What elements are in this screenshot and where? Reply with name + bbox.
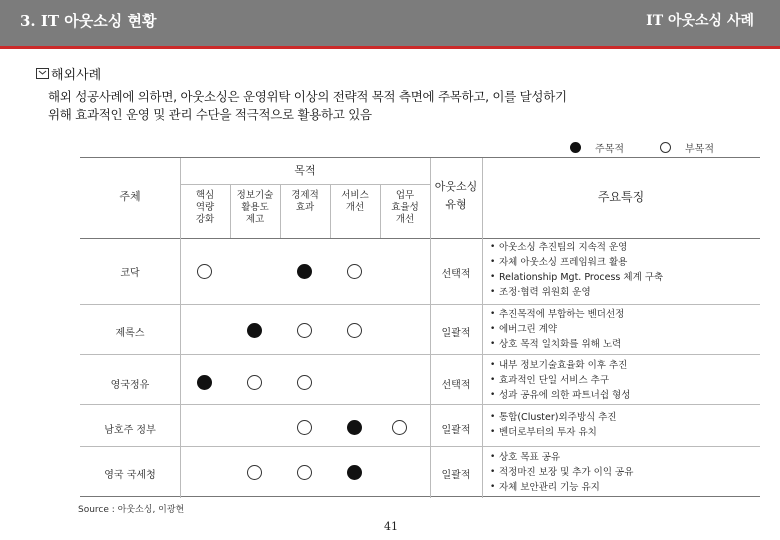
row-divider <box>80 304 760 305</box>
feature-item: • 자체 아웃소싱 프레임워크 활용 <box>490 255 663 270</box>
col-divider <box>280 184 281 238</box>
purpose-col-efficiency: 업무 효율성 개선 <box>391 190 419 225</box>
feature-item: • 효과적인 단일 서비스 추구 <box>490 373 630 388</box>
page-number: 41 <box>384 520 398 533</box>
row-divider <box>80 404 760 405</box>
feature-list <box>490 307 624 352</box>
hollow-circle-icon <box>197 264 212 279</box>
row-divider <box>80 446 760 447</box>
feature-item: • Relationship Mgt. Process 체계 구축 <box>490 270 663 285</box>
slide-section-title: 3. IT 아웃소싱 현황 <box>20 12 157 30</box>
slide-topic-label: IT 아웃소싱 사례 <box>646 13 754 29</box>
purpose-group-divider <box>180 184 430 185</box>
legend-primary-label: 주목적 <box>595 144 625 155</box>
filled-circle-icon <box>247 323 262 338</box>
feature-list <box>490 358 630 403</box>
feature-item: • 아웃소싱 추진팀의 지속적 운영 <box>490 240 663 255</box>
row-subject: 영국 국세청 <box>104 470 156 481</box>
filled-circle-icon <box>197 375 212 390</box>
hollow-circle-icon <box>347 264 362 279</box>
feature-list <box>490 410 617 440</box>
col-divider <box>380 184 381 238</box>
feature-item: • 적정마진 보장 및 추가 이익 공유 <box>490 465 633 480</box>
filled-circle-icon <box>297 264 312 279</box>
hollow-circle-icon <box>247 465 262 480</box>
feature-list <box>490 450 633 495</box>
row-subject: 영국정유 <box>110 380 150 391</box>
intro-paragraph <box>48 88 567 124</box>
row-outsourcing-type: 일괄적 <box>441 328 471 339</box>
hollow-circle-icon <box>347 323 362 338</box>
header-outsourcing-type: 아웃소싱 유형 <box>434 180 478 211</box>
header-subject: 주체 <box>119 190 141 203</box>
purpose-col-economic: 경제적 효과 <box>291 190 319 213</box>
col-divider <box>482 158 483 498</box>
feature-item: • 상호 목적 일치화를 위해 노력 <box>490 337 624 352</box>
legend-secondary-label: 부목적 <box>685 144 714 155</box>
feature-item: • 벤더로부터의 투자 유치 <box>490 425 617 440</box>
feature-item: • 추진목적에 부합하는 벤더선정 <box>490 307 624 322</box>
row-subject: 코닥 <box>120 268 140 279</box>
header-purpose: 목적 <box>294 164 316 177</box>
legend <box>570 140 714 155</box>
row-outsourcing-type: 일괄적 <box>441 425 471 436</box>
feature-item: • 내부 정보기술효율화 이후 추진 <box>490 358 630 373</box>
row-outsourcing-type: 일괄적 <box>441 470 471 481</box>
feature-item: • 성과 공유에 의한 파트너쉽 형성 <box>490 388 630 403</box>
header-band <box>0 0 780 46</box>
col-divider <box>330 184 331 238</box>
hollow-circle-icon <box>297 323 312 338</box>
feature-item: • 자체 보안관리 기능 유지 <box>490 480 633 495</box>
hollow-circle-icon <box>392 420 407 435</box>
header-features: 주요특징 <box>597 190 645 204</box>
feature-item: • 조정·협력 위원회 운영 <box>490 285 663 300</box>
hollow-circle-icon <box>297 375 312 390</box>
section-heading-label: 해외사례 <box>51 68 102 83</box>
feature-item: • 에버그린 계약 <box>490 322 624 337</box>
purpose-col-it: 정보기술 활용도 제고 <box>236 190 274 225</box>
col-divider <box>180 158 181 498</box>
purpose-col-service: 서비스 개선 <box>341 190 369 213</box>
hollow-circle-icon <box>297 465 312 480</box>
hollow-circle-icon <box>247 375 262 390</box>
hollow-circle-icon <box>660 142 671 153</box>
feature-item: • 통합(Cluster)외주방식 추진 <box>490 410 617 425</box>
row-outsourcing-type: 선택적 <box>441 269 471 280</box>
feature-list <box>490 240 663 300</box>
filled-circle-icon <box>347 465 362 480</box>
hollow-circle-icon <box>297 420 312 435</box>
row-subject: 제록스 <box>115 328 145 339</box>
feature-item: • 상호 목표 공유 <box>490 450 633 465</box>
row-divider <box>80 354 760 355</box>
section-heading <box>36 64 101 83</box>
case-table <box>80 157 760 497</box>
bookmark-icon <box>36 68 49 80</box>
intro-line-1: 해외 성공사례에 의하면, 아웃소싱은 운영위탁 이상의 전략적 목적 측면에 주목하고, 이를 달성하기 <box>48 89 567 104</box>
intro-line-2: 위해 효과적인 운영 및 관리 수단을 적극적으로 활용하고 있음 <box>48 107 372 122</box>
header-accent-line <box>0 46 780 49</box>
col-divider <box>230 184 231 238</box>
header-bottom-rule <box>80 238 760 239</box>
row-outsourcing-type: 선택적 <box>441 380 471 391</box>
row-subject: 남호주 정부 <box>104 425 156 436</box>
purpose-col-core: 핵심 역량 강화 <box>195 190 215 225</box>
filled-circle-icon <box>570 142 581 153</box>
source-note: Source : 아웃소싱, 이광현 <box>78 505 185 515</box>
filled-circle-icon <box>347 420 362 435</box>
